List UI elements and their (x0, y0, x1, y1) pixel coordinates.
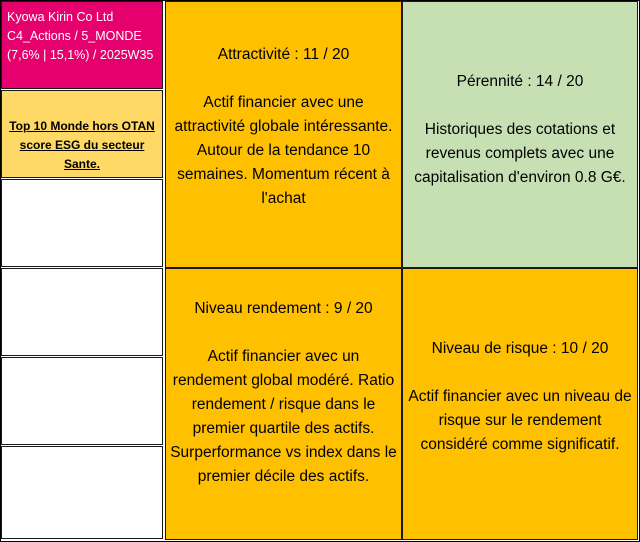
ranking-tag-line2: score ESG du secteur Sante. (19, 138, 145, 171)
perennite-description: Historiques des cotations et revenus complets avec une capitalisation d'environ 0.8 G€. (414, 121, 626, 186)
empty-cell (1, 268, 163, 356)
rendement-description: Actif financier avec un rendement global modéré. Ratio rendement / risque dans le premier quartile des actifs. Surperformance vs index dans le premier décile des actifs. (170, 348, 397, 485)
performance-stats: (7,6% | 15,1%) / 2025W35 (7, 48, 154, 62)
empty-cell (1, 446, 163, 539)
attractivite-heading: Attractivité : 11 / 20 (217, 46, 350, 63)
risque-heading: Niveau de risque : 10 / 20 (431, 340, 609, 357)
company-name: Kyowa Kirin Co Ltd (7, 10, 114, 24)
ranking-tag-line1: Top 10 Monde hors OTAN (9, 119, 155, 133)
rendement-heading: Niveau rendement : 9 / 20 (194, 300, 373, 317)
attractivite-panel (165, 1, 402, 268)
risque-description: Actif financier avec un niveau de risque sur le rendement considéré comme significatif. (408, 388, 632, 453)
empty-cell (1, 357, 163, 445)
risque-panel (402, 268, 638, 540)
ranking-tag-box (1, 90, 163, 178)
perennite-heading: Pérennité : 14 / 20 (456, 73, 584, 90)
category-label: C4_Actions / 5_MONDE (7, 29, 142, 43)
perennite-panel (402, 1, 638, 268)
attractivite-description: Actif financier avec une attractivité globale intéressante. Autour de la tendance 10 semaines. Momentum récent à l'achat (174, 94, 393, 207)
rendement-panel (165, 268, 402, 540)
empty-cell (1, 179, 163, 267)
asset-title-box (1, 1, 163, 89)
